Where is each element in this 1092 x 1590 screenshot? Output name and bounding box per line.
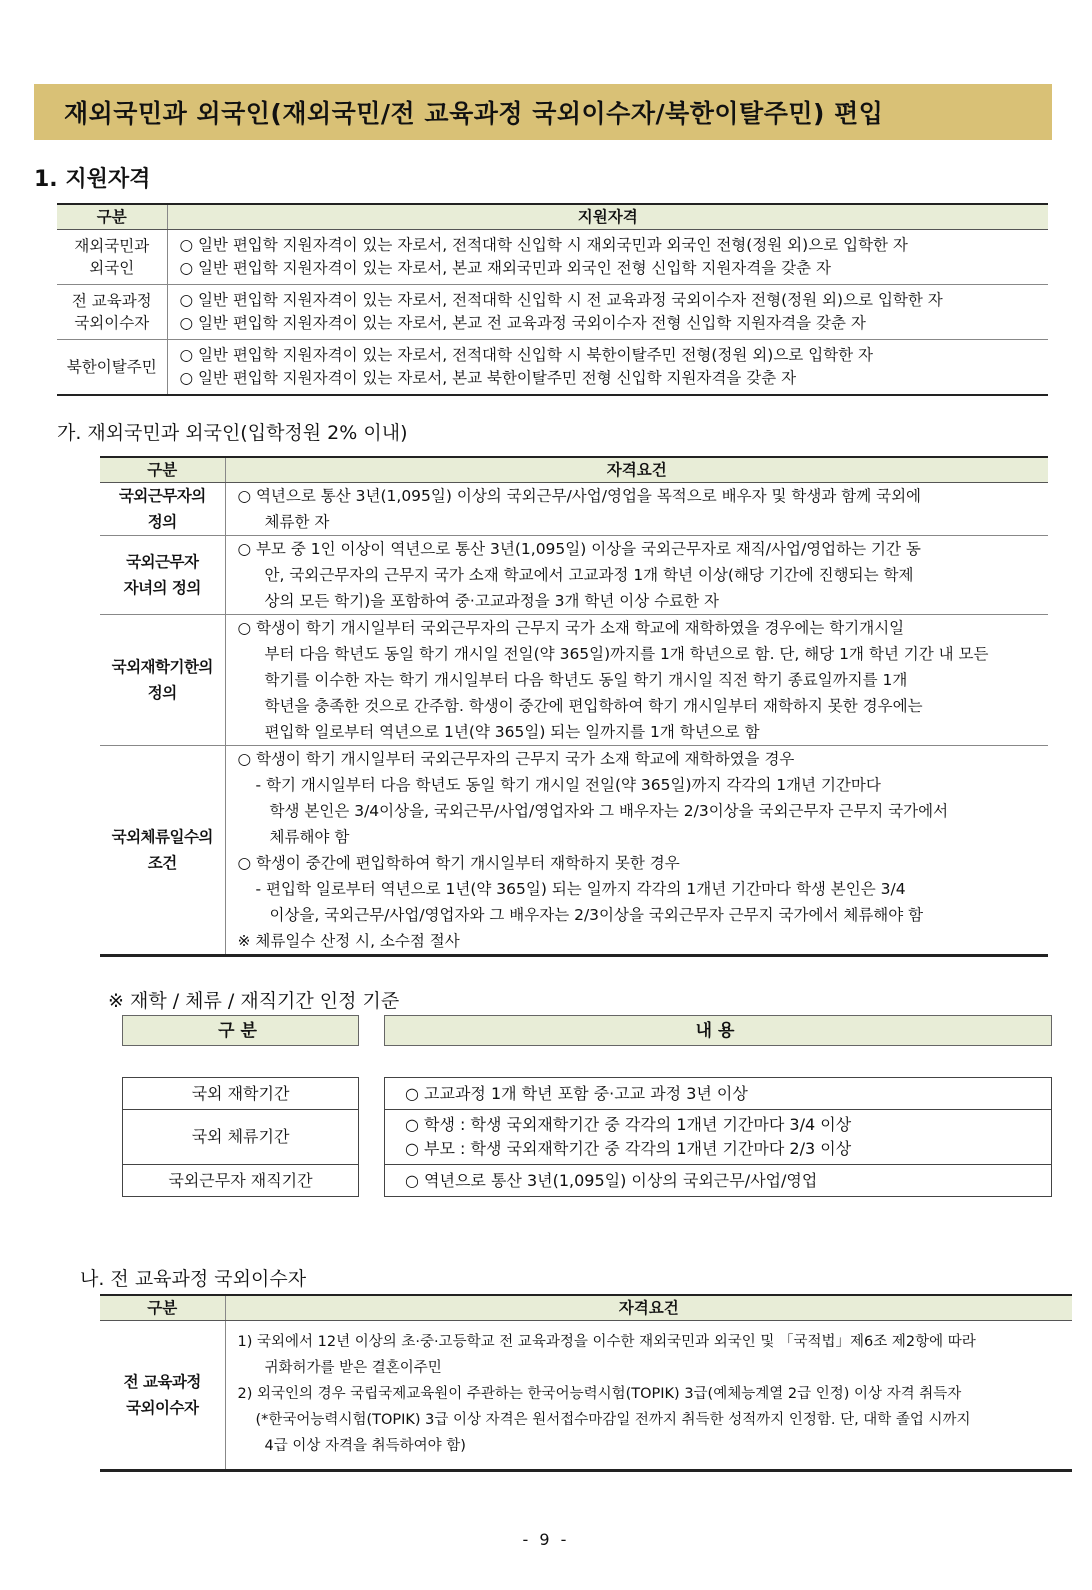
- column-header-requirements: 자격요건: [225, 457, 1048, 483]
- table-row: [100, 746, 1048, 956]
- content-line: ○ 일반 편입학 지원자격이 있는 자로서, 전적대학 신입학 시 재외국민과 외국인 전형(정원 외)으로 입학한 자: [179, 236, 908, 254]
- section-heading-na: 나. 전 교육과정 국외이수자: [80, 1268, 307, 1290]
- row-content: [225, 536, 1048, 615]
- recognition-row: [123, 1165, 359, 1197]
- category-line: 국외근무자의: [118, 487, 206, 505]
- content-line: - 학기 개시일부터 다음 학년도 동일 학기 개시일 전일(약 365일)까지 각각의 1개년 기간마다: [255, 776, 881, 794]
- content-line: ○ 일반 편입학 지원자격이 있는 자로서, 본교 재외국민과 외국인 전형 신입학 지원자격을 갖춘 자: [179, 259, 831, 277]
- row-content: [225, 746, 1048, 956]
- column-header-category: 구분: [100, 457, 225, 483]
- row-content: [225, 1321, 1072, 1471]
- content-line: 체류해야 함: [269, 828, 350, 846]
- recognition-line: ○ 부모 : 학생 국외재학기간 중 각각의 1개년 기간마다 2/3 이상: [405, 1139, 852, 1158]
- table-row: [100, 615, 1048, 746]
- category-line: 국외이수자: [74, 314, 150, 332]
- column-header-eligibility: 지원자격: [167, 204, 1048, 230]
- table-row: [57, 230, 1048, 285]
- category-line: 전 교육과정: [123, 1373, 201, 1391]
- content-line: ○ 부모 중 1인 이상이 역년으로 통산 3년(1,095일) 이상을 국외근무자로 재직/사업/영업하는 기간 동: [237, 540, 921, 558]
- row-category: [57, 340, 167, 396]
- row-category: [100, 615, 225, 746]
- page-title: 재외국민과 외국인(재외국민/전 교육과정 국외이수자/북한이탈주민) 편입: [64, 99, 884, 128]
- content-line: 귀화허가를 받은 결혼이주민: [264, 1360, 442, 1376]
- table-row: [100, 1321, 1072, 1471]
- section-heading-eligibility: 1. 지원자격: [34, 167, 151, 192]
- category-line: 재외국민과: [74, 237, 150, 255]
- content-line: - 편입학 일로부터 역년으로 1년(약 365일) 되는 일까지 각각의 1개년 기간마다 학생 본인은 3/4: [255, 880, 906, 898]
- category-line: 정의: [147, 684, 177, 702]
- content-line: 편입학 일로부터 역년으로 1년(약 365일) 되는 일까지를 1개 학년으로 함: [264, 723, 760, 741]
- content-line: ○ 학생이 학기 개시일부터 국외근무자의 근무지 국가 소재 학교에 재학하였을 경우: [237, 750, 795, 768]
- recognition-labels-table: [122, 1077, 359, 1197]
- row-category: [57, 230, 167, 285]
- content-line: 부터 다음 학년도 동일 학기 개시일 전일(약 365일)까지를 1개 학년으로 함. 단, 해당 1개 학년 기간 내 모든: [264, 645, 989, 663]
- recognition-line: ○ 고교과정 1개 학년 포함 중·고교 과정 3년 이상: [405, 1083, 748, 1103]
- content-line: ○ 일반 편입학 지원자격이 있는 자로서, 전적대학 신입학 시 전 교육과정 국외이수자 전형(정원 외)으로 입학한 자: [179, 291, 943, 309]
- table-row: [57, 285, 1048, 340]
- column-header-category: 구분: [57, 204, 167, 230]
- row-category: [100, 536, 225, 615]
- content-line: 안, 국외근무자의 근무지 국가 소재 학교에서 고교과정 1개 학년 이상(해당 기간에 진행되는 학제: [264, 566, 914, 584]
- recognition-content-table: [384, 1077, 1052, 1197]
- row-category: [57, 285, 167, 340]
- full-curriculum-table: [100, 1294, 1072, 1472]
- content-line: ※ 체류일수 산정 시, 소수점 절사: [237, 932, 460, 950]
- recognition-header-content: 내용: [384, 1015, 1052, 1046]
- recognition-line: ○ 역년으로 통산 3년(1,095일) 이상의 국외근무/사업/영업: [405, 1170, 818, 1190]
- category-line: 북한이탈주민: [66, 358, 157, 376]
- recognition-content: [385, 1110, 1052, 1165]
- content-line: 1) 국외에서 12년 이상의 초·중·고등학교 전 교육과정을 이수한 재외국민과 외국인 및 「국적법」제6조 제2항에 따라: [237, 1334, 976, 1350]
- category-line: 국외이수자: [126, 1399, 199, 1417]
- row-category: [100, 1321, 225, 1471]
- content-line: ○ 학생이 학기 개시일부터 국외근무자의 근무지 국가 소재 학교에 재학하였을 경우에는 학기개시일: [237, 619, 905, 637]
- recognition-row: [123, 1078, 359, 1110]
- row-category: [100, 746, 225, 956]
- recognition-row: [385, 1165, 1052, 1197]
- table-row: [57, 340, 1048, 396]
- row-content: [167, 230, 1048, 285]
- recognition-row: [385, 1078, 1052, 1110]
- content-line: ○ 일반 편입학 지원자격이 있는 자로서, 본교 전 교육과정 국외이수자 전형 신입학 지원자격을 갖춘 자: [179, 314, 866, 332]
- overseas-requirements-table: [100, 456, 1048, 957]
- content-line: ○ 학생이 중간에 편입학하여 학기 개시일부터 재학하지 못한 경우: [237, 854, 680, 872]
- row-content: [167, 340, 1048, 396]
- column-header-category: 구분: [100, 1295, 225, 1321]
- row-content: [167, 285, 1048, 340]
- row-content: [225, 483, 1048, 536]
- content-line: 상의 모든 학기)을 포함하여 중·고교과정을 3개 학년 이상 수료한 자: [264, 592, 719, 610]
- eligibility-table: [57, 203, 1048, 396]
- recognition-header-category: 구분: [122, 1015, 359, 1046]
- recognition-content: [385, 1078, 1052, 1110]
- content-line: 체류한 자: [264, 513, 330, 531]
- category-line: 국외근무자: [126, 553, 199, 571]
- recognition-label: 국외 체류기간: [123, 1110, 359, 1165]
- recognition-label: 국외근무자 재직기간: [123, 1165, 359, 1197]
- section-heading-ga: 가. 재외국민과 외국인(입학정원 2% 이내): [57, 422, 408, 444]
- category-line: 국외재학기한의: [111, 658, 213, 676]
- category-line: 외국인: [89, 259, 135, 277]
- category-line: 자녀의 정의: [123, 579, 201, 597]
- row-category: [100, 483, 225, 536]
- column-header-requirements: 자격요건: [225, 1295, 1072, 1321]
- table-row: [100, 536, 1048, 615]
- table-row: [100, 483, 1048, 536]
- content-line: 학년을 충족한 것으로 간주함. 학생이 중간에 편입학하여 학기 개시일부터 재학하지 못한 경우에는: [264, 697, 923, 715]
- content-line: ○ 일반 편입학 지원자격이 있는 자로서, 본교 북한이탈주민 전형 신입학 지원자격을 갖춘 자: [179, 369, 797, 387]
- content-line: (*한국어능력시험(TOPIK) 3급 이상 자격은 원서접수마감일 전까지 취득한 성적까지 인정함. 단, 대학 졸업 시까지: [255, 1412, 971, 1428]
- category-line: 정의: [147, 513, 177, 531]
- content-line: 이상을, 국외근무/사업/영업자와 그 배우자는 2/3이상을 국외근무자 근무지 국가에서 체류해야 함: [269, 906, 924, 924]
- category-line: 전 교육과정: [71, 292, 152, 310]
- content-line: 4급 이상 자격을 취득하여야 함): [264, 1438, 466, 1454]
- content-line: 2) 외국인의 경우 국립국제교육원이 주관하는 한국어능력시험(TOPIK) 3급(예체능계열 2급 인정) 이상 자격 취득자: [237, 1386, 962, 1402]
- recognition-row: [123, 1110, 359, 1165]
- row-content: [225, 615, 1048, 746]
- category-line: 국외체류일수의: [111, 828, 213, 846]
- content-line: ○ 일반 편입학 지원자격이 있는 자로서, 전적대학 신입학 시 북한이탈주민 전형(정원 외)으로 입학한 자: [179, 346, 874, 364]
- page-title-banner: [34, 84, 1052, 140]
- recognition-content: [385, 1165, 1052, 1197]
- content-line: ○ 역년으로 통산 3년(1,095일) 이상의 국외근무/사업/영업을 목적으로 배우자 및 학생과 함께 국외에: [237, 487, 922, 505]
- recognition-heading: ※ 재학 / 체류 / 재직기간 인정 기준: [108, 990, 400, 1012]
- content-line: 학생 본인은 3/4이상을, 국외근무/사업/영업자와 그 배우자는 2/3이상을 국외근무자 근무지 국가에서: [269, 802, 949, 820]
- content-line: 학기를 이수한 자는 학기 개시일부터 다음 학년도 동일 학기 개시일 직전 학기 종료일까지를 1개: [264, 671, 908, 689]
- recognition-label: 국외 재학기간: [123, 1078, 359, 1110]
- recognition-line: ○ 학생 : 학생 국외재학기간 중 각각의 1개년 기간마다 3/4 이상: [405, 1115, 852, 1134]
- page-number: - 9 -: [522, 1530, 570, 1549]
- category-line: 조건: [147, 854, 177, 872]
- recognition-row: [385, 1110, 1052, 1165]
